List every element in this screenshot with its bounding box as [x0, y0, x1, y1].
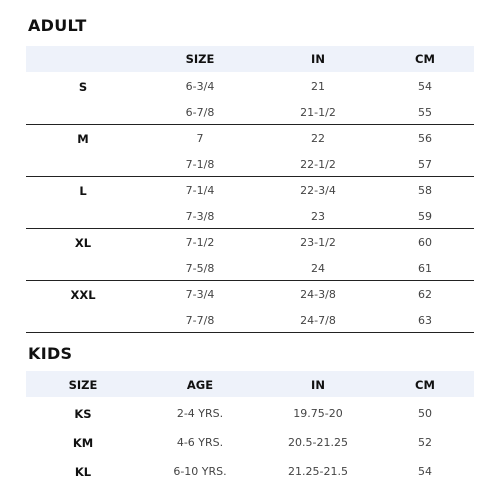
adult-row-divider — [26, 176, 474, 177]
adult-size-label: S — [78, 80, 88, 94]
adult-cell: 6-3/4 — [185, 80, 215, 93]
adult-header-in: IN — [311, 52, 325, 66]
kids-cell: 54 — [418, 465, 432, 478]
adult-cell: 54 — [418, 80, 432, 93]
kids-cell: 50 — [418, 407, 432, 420]
kids-header-in: IN — [311, 378, 325, 392]
adult-cell: 7-1/2 — [185, 236, 215, 249]
kids-cell: 20.5-21.25 — [288, 436, 348, 449]
adult-cell: 21-1/2 — [300, 106, 336, 119]
kids-section-title: KIDS — [28, 344, 73, 363]
adult-header-size: SIZE — [185, 52, 215, 66]
kids-header-size: SIZE — [68, 378, 98, 392]
adult-cell: 7-3/4 — [185, 288, 215, 301]
adult-cell: 7-3/8 — [185, 210, 215, 223]
kids-header-cm: CM — [415, 378, 435, 392]
kids-cell: 4-6 YRS. — [176, 436, 224, 449]
adult-cell: 55 — [418, 106, 432, 119]
kids-size-label: KL — [74, 465, 92, 479]
kids-size-label: KM — [72, 436, 94, 450]
adult-cell: 23 — [311, 210, 325, 223]
adult-cell: 62 — [418, 288, 432, 301]
adult-cell: 7-1/4 — [185, 184, 215, 197]
adult-cell: 7 — [196, 132, 204, 145]
adult-cell: 58 — [418, 184, 432, 197]
kids-header-age: AGE — [186, 378, 214, 392]
adult-cell: 7-5/8 — [185, 262, 215, 275]
adult-header-band — [26, 46, 474, 72]
adult-cell: 56 — [418, 132, 432, 145]
adult-cell: 24-7/8 — [300, 314, 336, 327]
adult-header-cm: CM — [415, 52, 435, 66]
adult-row-divider — [26, 332, 474, 333]
kids-cell: 6-10 YRS. — [173, 465, 227, 478]
adult-row-divider — [26, 280, 474, 281]
kids-cell: 21.25-21.5 — [288, 465, 348, 478]
adult-size-label: L — [79, 184, 87, 198]
adult-cell: 63 — [418, 314, 432, 327]
adult-cell: 22-3/4 — [300, 184, 336, 197]
adult-row-divider — [26, 124, 474, 125]
adult-size-label: XL — [74, 236, 92, 250]
adult-cell: 6-7/8 — [185, 106, 215, 119]
kids-size-label: KS — [74, 407, 92, 421]
adult-cell: 23-1/2 — [300, 236, 336, 249]
adult-cell: 21 — [311, 80, 325, 93]
adult-cell: 60 — [418, 236, 432, 249]
adult-cell: 7-7/8 — [185, 314, 215, 327]
adult-cell: 57 — [418, 158, 432, 171]
adult-section-title: ADULT — [28, 16, 87, 35]
adult-cell: 24-3/8 — [300, 288, 336, 301]
adult-cell: 7-1/8 — [185, 158, 215, 171]
kids-cell: 2-4 YRS. — [176, 407, 224, 420]
adult-cell: 22 — [311, 132, 325, 145]
kids-cell: 19.75-20 — [293, 407, 343, 420]
adult-size-label: XXL — [70, 288, 96, 302]
kids-cell: 52 — [418, 436, 432, 449]
adult-cell: 61 — [418, 262, 432, 275]
adult-cell: 59 — [418, 210, 432, 223]
adult-cell: 24 — [311, 262, 325, 275]
adult-row-divider — [26, 228, 474, 229]
adult-size-label: M — [77, 132, 89, 146]
adult-cell: 22-1/2 — [300, 158, 336, 171]
